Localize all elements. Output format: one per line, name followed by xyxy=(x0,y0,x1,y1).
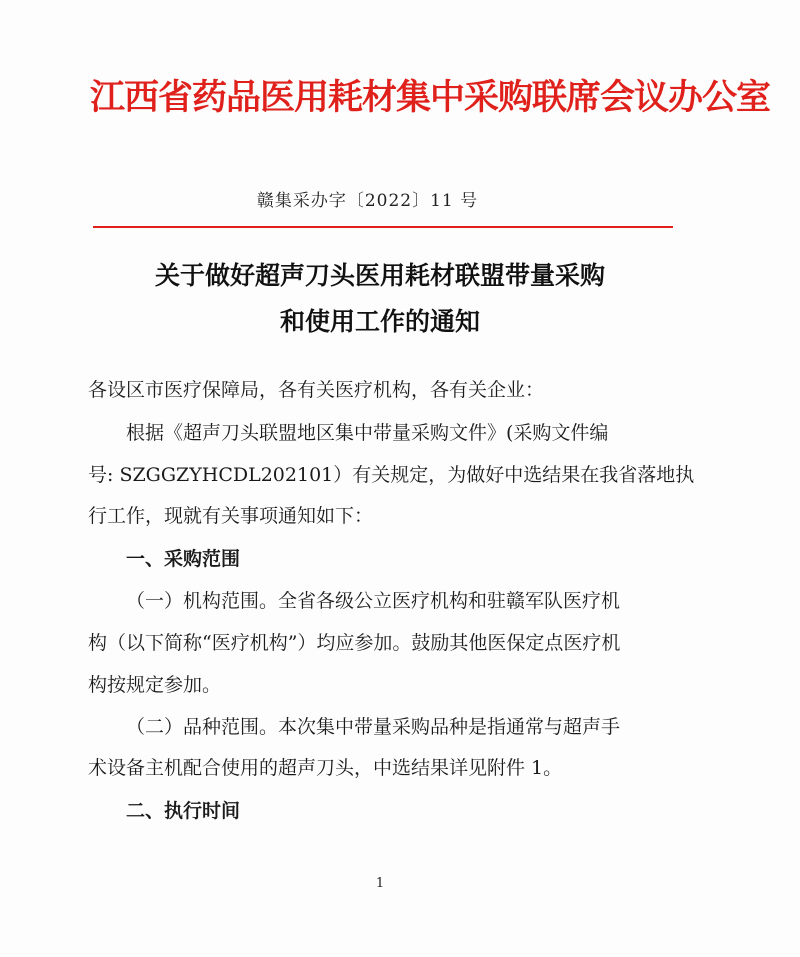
section-heading-execution-time: 二、执行时间 xyxy=(126,800,241,822)
document-number: 赣集采办字〔2022〕11 号 xyxy=(256,191,479,211)
notice-title-line-2: 和使用工作的通知 xyxy=(279,307,480,336)
paragraph-line: （二）品种范围。本次集中带量采购品种是指通常与超声手 xyxy=(126,716,621,738)
salutation: 各设区市医疗保障局，各有关医疗机构，各有关企业： xyxy=(88,379,545,401)
paragraph-line: （一）机构范围。全省各级公立医疗机构和驻赣军队医疗机 xyxy=(126,590,621,612)
paragraph-line: 号: SZGGZYHCDL202101）有关规定，为做好中选结果在我省落地执 xyxy=(88,464,695,486)
page-number: 1 xyxy=(375,876,385,891)
paragraph-line: 行工作，现就有关事项通知如下： xyxy=(88,505,374,527)
paragraph-line: 构按规定参加。 xyxy=(88,674,222,696)
paragraph-line: 根据《超声刀头联盟地区集中带量采购文件》(采购文件编 xyxy=(126,422,609,444)
paragraph-line: 术设备主机配合使用的超声刀头，中选结果详见附件 1。 xyxy=(88,757,563,779)
issuing-office-title: 江西省药品医用耗材集中采购联席会议办公室 xyxy=(90,77,771,118)
section-heading-procurement-scope: 一、采购范围 xyxy=(126,548,241,570)
red-divider-line xyxy=(93,226,673,228)
notice-title-line-1: 关于做好超声刀头医用耗材联盟带量采购 xyxy=(154,261,605,290)
paragraph-line: 构（以下简称“医疗机构”）均应参加。鼓励其他医保定点医疗机 xyxy=(88,632,621,654)
